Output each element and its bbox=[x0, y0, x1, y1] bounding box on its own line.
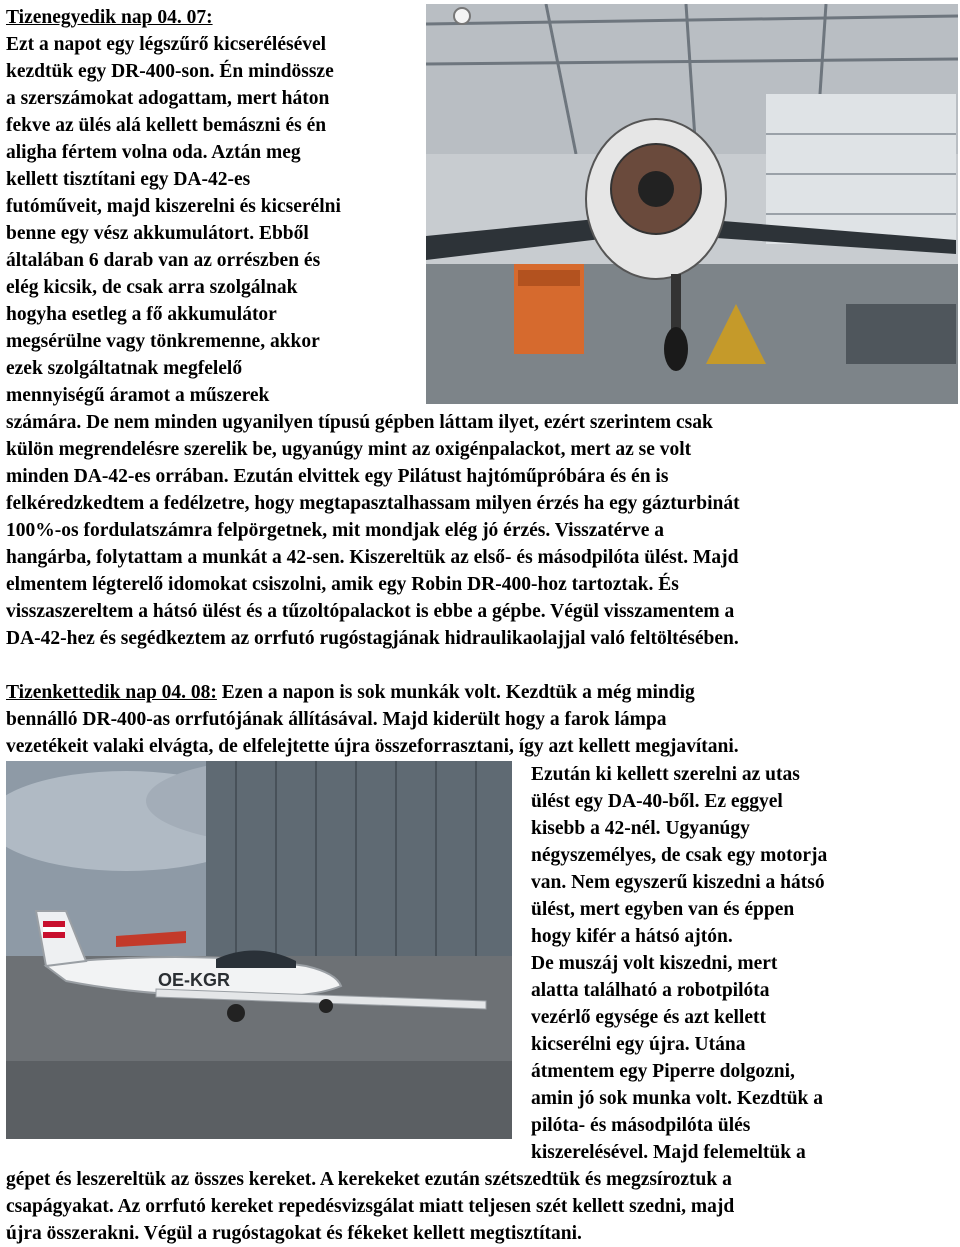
text-line: benne egy vész akkumulátort. Ebből bbox=[6, 223, 309, 244]
text-line: újra összerakni. Végül a rugóstagokat és fékeket kellett megtisztítani. bbox=[6, 1223, 582, 1244]
text-line: gépet és leszereltük az összes kereket. A kerekeket ezután szétszedtük és megzsíroztuk a bbox=[6, 1169, 732, 1190]
text-line: általában 6 darab van az orrészben és bbox=[6, 250, 321, 271]
text-line: hogyha esetleg a fő akkumulátor bbox=[6, 304, 277, 325]
text-line: De muszáj volt kiszedni, mert bbox=[531, 953, 778, 974]
text-line: Ezután ki kellett szerelni az utas bbox=[531, 764, 800, 785]
text-line: kisebb a 42-nél. Ugyanúgy bbox=[531, 818, 750, 839]
day11-heading: Tizenegyedik nap 04. 07: bbox=[6, 7, 213, 28]
registration-text: OE-KGR bbox=[158, 970, 230, 990]
text-line: megsérülne vagy tönkremenne, akkor bbox=[6, 331, 320, 352]
text-line: visszaszereltem a hátsó ülést és a tűzoltópalackot is ebbe a gépbe. Végül visszamentem a bbox=[6, 601, 735, 622]
hangar-aircraft-photo bbox=[426, 4, 958, 404]
text-line: kellett tisztítani egy DA-42-es bbox=[6, 169, 251, 190]
text-line: csapágyakat. Az orrfutó kereket repedésvizsgálat miatt teljesen szét kellett szedni, majd bbox=[6, 1196, 735, 1217]
text-line: felkéredzkedtem a fedélzetre, hogy megtapasztalhassam milyen érzés ha egy gázturbinát bbox=[6, 493, 740, 514]
text-line: kicserélni egy újra. Utána bbox=[531, 1034, 746, 1055]
text-line: négyszemélyes, de csak egy motorja bbox=[531, 845, 828, 866]
text-line: hogy kifér a hátsó ajtón. bbox=[531, 926, 733, 947]
text-line: ülést egy DA-40-ből. Ez eggyel bbox=[531, 791, 783, 812]
text-line: vezetékeit valaki elvágta, de elfelejtette újra összeforrasztani, így azt kellett megjavítani. bbox=[6, 736, 739, 757]
day12-heading: Tizenkettedik nap 04. 08: bbox=[6, 682, 217, 703]
text-line: bennálló DR-400-as orrfutójának állításával. Majd kiderült hogy a farok lámpa bbox=[6, 709, 667, 730]
text-line: alatta található a robotpilóta bbox=[531, 980, 770, 1001]
text-line: elég kicsik, de csak arra szolgálnak bbox=[6, 277, 298, 298]
text-line: pilóta- és másodpilóta ülés bbox=[531, 1115, 751, 1136]
aircraft-apron-photo bbox=[6, 761, 512, 1139]
text-line: van. Nem egyszerű kiszedni a hátsó bbox=[531, 872, 825, 893]
text-line: Ezt a napot egy légszűrő kicserélésével bbox=[6, 34, 327, 55]
text-line: DA-42-hez és segédkeztem az orrfutó rugóstagjának hidraulikaolajjal való feltöltésében. bbox=[6, 628, 739, 649]
text-line: ülést, mert egyben van és éppen bbox=[531, 899, 795, 920]
text-line: vezérlő egysége és azt kellett bbox=[531, 1007, 766, 1028]
text-line: ezek szolgáltatnak megfelelő bbox=[6, 358, 243, 379]
text-line: futóműveit, majd kiszerelni és kicserélni bbox=[6, 196, 341, 217]
text-line: átmentem egy Piperre dolgozni, bbox=[531, 1061, 795, 1082]
text-line: kiszerelésével. Majd felemeltük a bbox=[531, 1142, 806, 1163]
text-line: mennyiségű áramot a műszerek bbox=[6, 385, 270, 406]
text-line: a szerszámokat adogattam, mert háton bbox=[6, 88, 330, 109]
text-line: számára. De nem minden ugyanilyen típusú gépben láttam ilyet, ezért szerintem csak bbox=[6, 412, 713, 433]
text-line: külön megrendelésre szerelik be, ugyanúgy mint az oxigénpalackot, mert az se volt bbox=[6, 439, 692, 460]
text-line: fekve az ülés alá kellett bemászni és én bbox=[6, 115, 327, 136]
text-line: hangárba, folytattam a munkát a 42-sen. Kiszereltük az első- és másodpilóta ülést. Majd bbox=[6, 547, 739, 568]
text-line: elmentem légterelő idomokat csiszolni, amik egy Robin DR-400-hoz tartoztak. És bbox=[6, 574, 679, 595]
text-line: amin jó sok munka volt. Kezdtük a bbox=[531, 1088, 824, 1109]
text-line: minden DA-42-es orrában. Ezután elvittek egy Pilátust hajtóműpróbára és én is bbox=[6, 466, 669, 487]
text-line: aligha fértem volna oda. Aztán meg bbox=[6, 142, 301, 163]
text-line: 100%-os fordulatszámra felpörgetnek, mit mondjak elég jó érzés. Visszatérve a bbox=[6, 520, 664, 541]
text-line: kezdtük egy DR-400-son. Én mindössze bbox=[6, 61, 334, 82]
day12-intro: Ezen a napon is sok munkák volt. Kezdtük a még mindig bbox=[216, 682, 695, 703]
day12-first-line bbox=[6, 679, 695, 706]
